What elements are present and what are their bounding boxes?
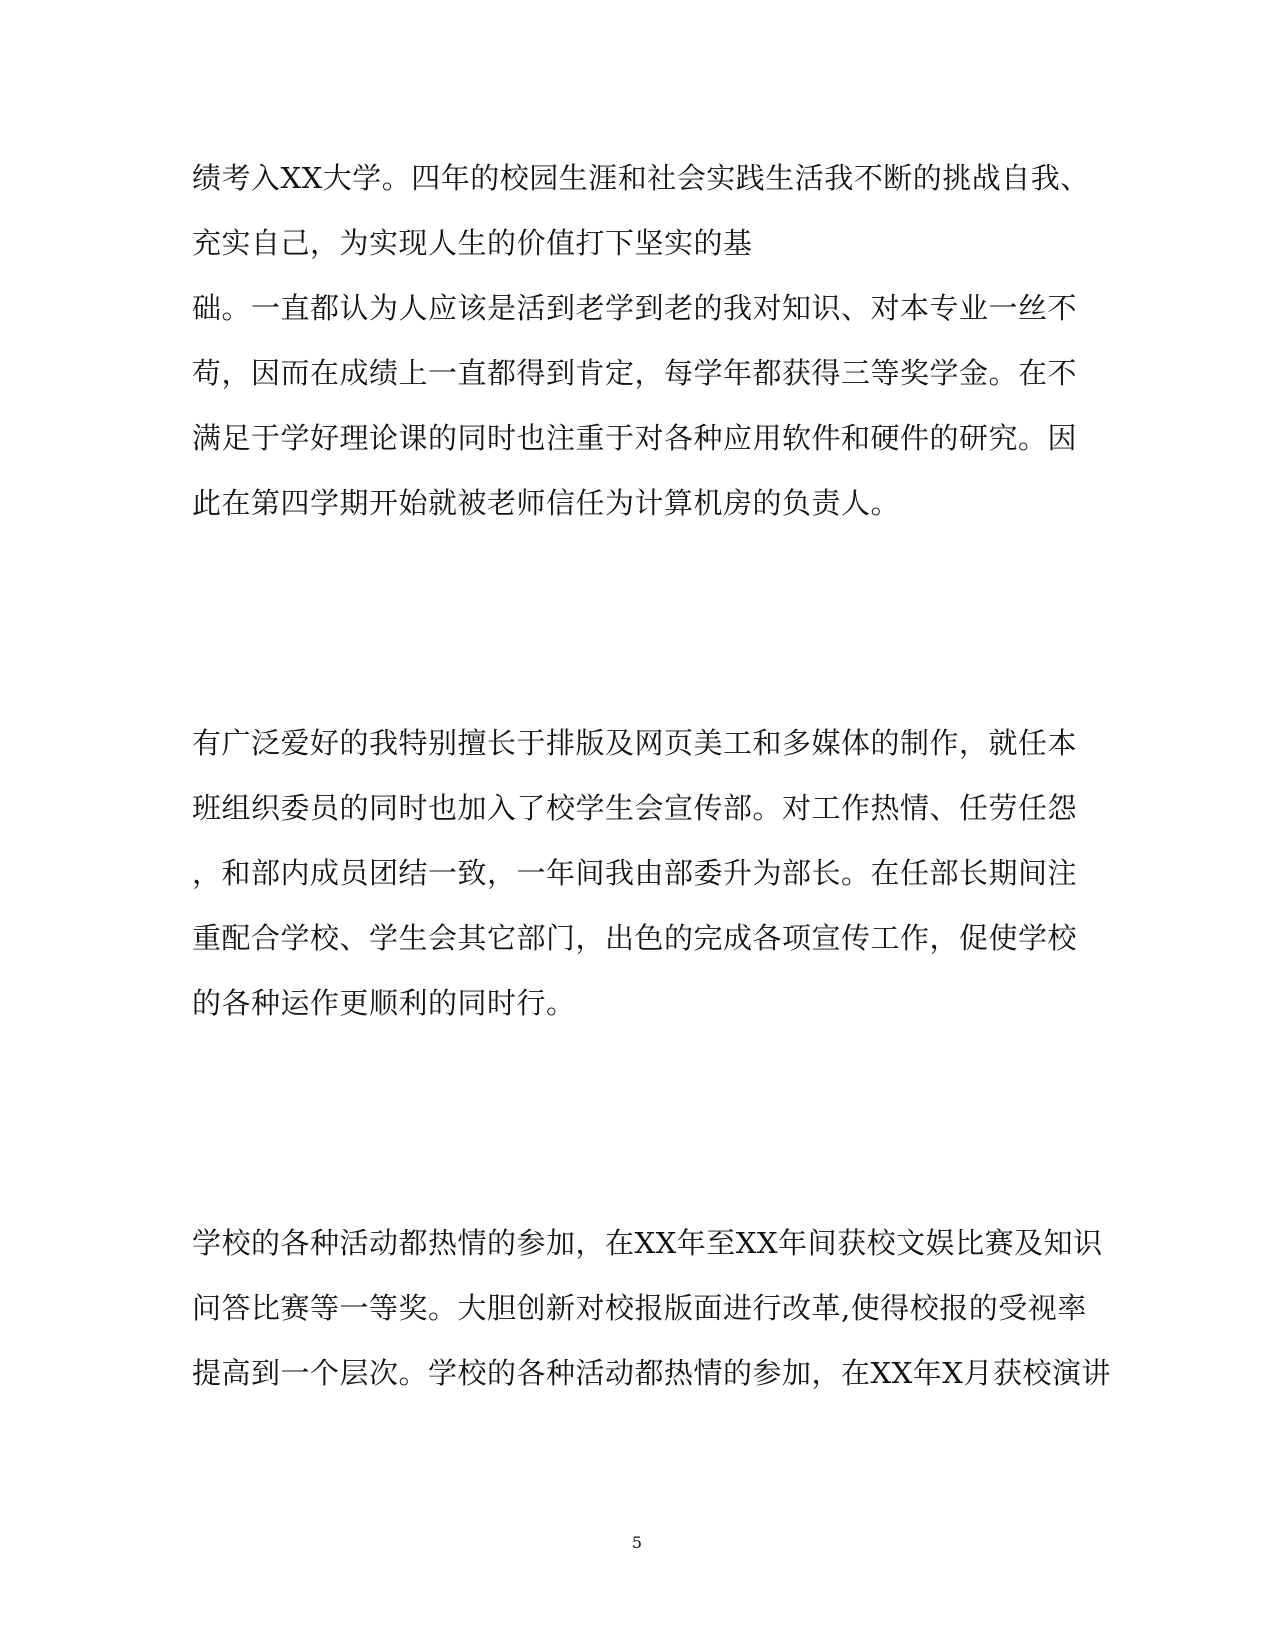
paragraph-line: 重配合学校、学生会其它部门，出色的完成各项宣传工作，促使学校 (192, 921, 1078, 955)
paragraph-line: 础。一直都认为人应该是活到老学到老的我对知识、对本专业一丝不 (192, 291, 1078, 325)
paragraph-line: 有广泛爱好的我特别擅长于排版及网页美工和多媒体的制作，就任本 (192, 726, 1078, 760)
page-number: 5 (631, 1533, 643, 1552)
paragraph-line: 问答比赛等一等奖。大胆创新对校报版面进行改革,使得校报的受视率 (192, 1291, 1087, 1325)
paragraph-line: 满足于学好理论课的同时也注重于对各种应用软件和硬件的研究。因 (192, 421, 1078, 455)
paragraph-line: 充实自己，为实现人生的价值打下坚实的基 (192, 226, 753, 260)
paragraph-line: 苟，因而在成绩上一直都得到肯定，每学年都获得三等奖学金。在不 (192, 356, 1078, 390)
paragraph-line: 的各种运作更顺利的同时行。 (192, 986, 576, 1020)
paragraph-line: 学校的各种活动都热情的参加，在XX年至XX年间获校文娱比赛及知识 (192, 1226, 1103, 1260)
paragraph-line: 提高到一个层次。学校的各种活动都热情的参加，在XX年X月获校演讲 (192, 1356, 1111, 1390)
paragraph-line: ，和部内成员团结一致，一年间我由部委升为部长。在任部长期间注 (192, 856, 1078, 890)
paragraph-line: 班组织委员的同时也加入了校学生会宣传部。对工作热情、任劳任怨 (192, 791, 1078, 825)
paragraph-line: 绩考入XX大学。四年的校园生涯和社会实践生活我不断的挑战自我、 (192, 161, 1090, 195)
paragraph-line: 此在第四学期开始就被老师信任为计算机房的负责人。 (192, 486, 901, 520)
